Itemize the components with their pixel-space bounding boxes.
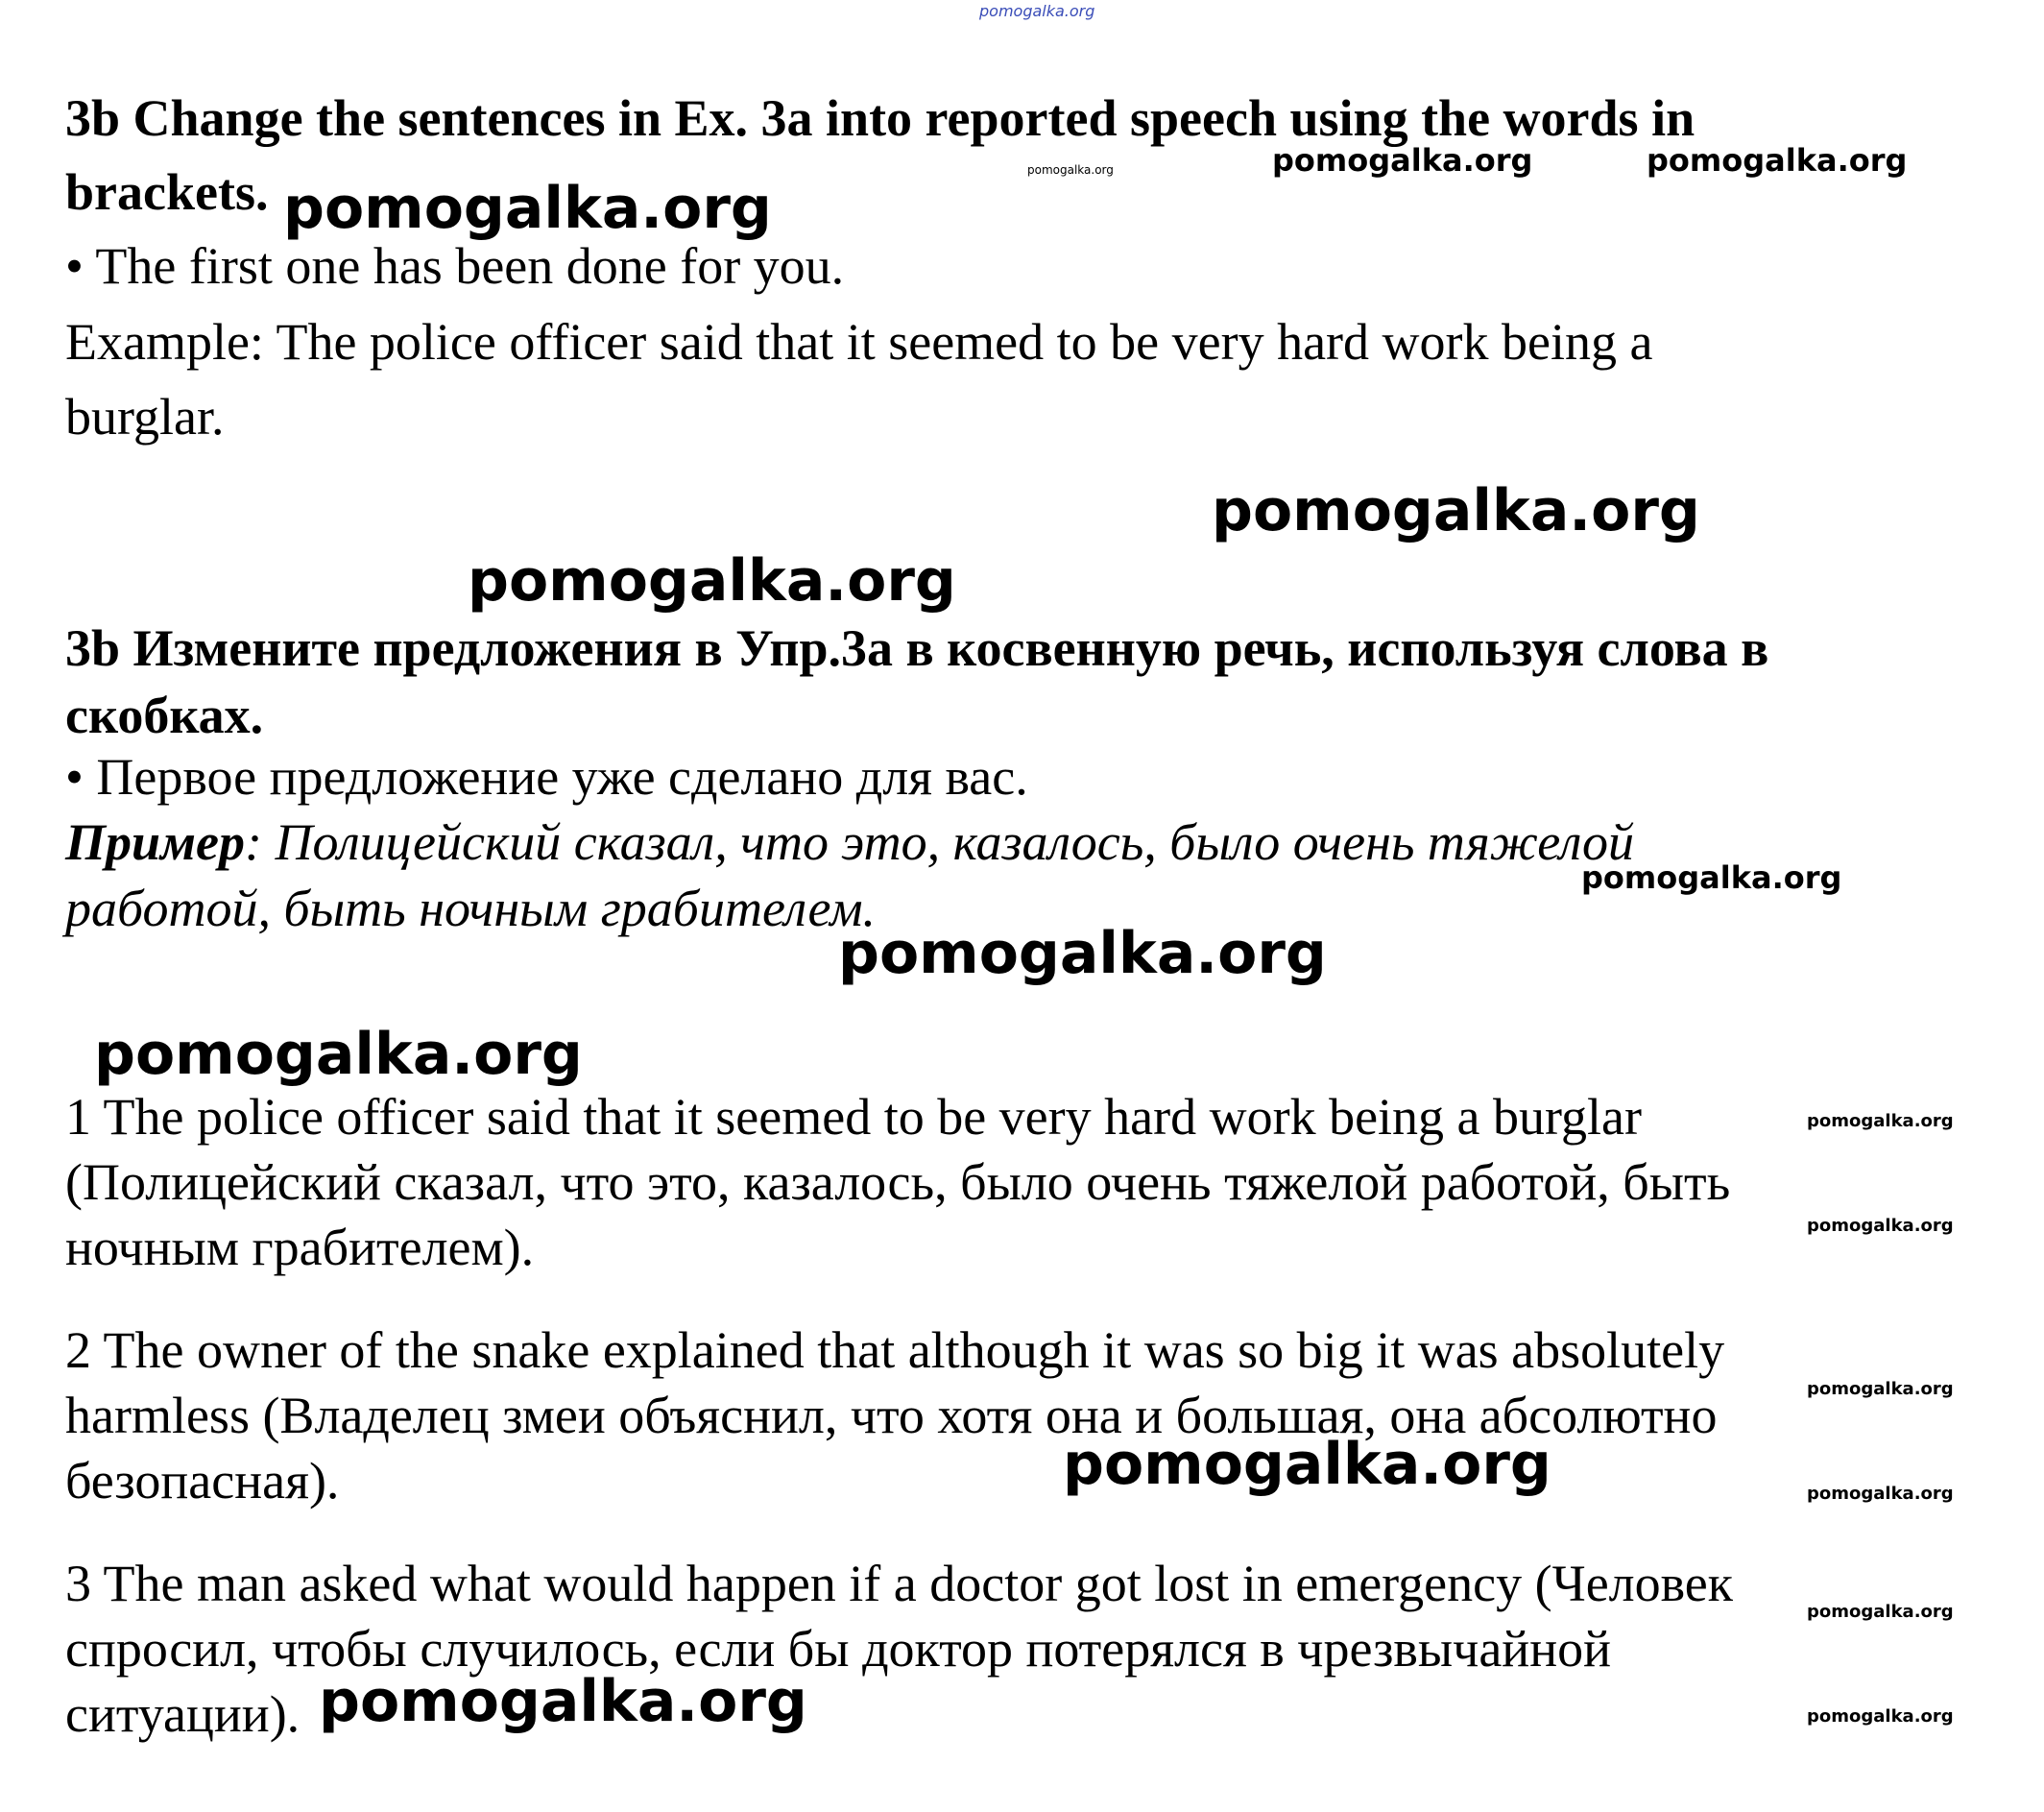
russian-example-line1	[65, 809, 1634, 875]
english-heading-line1: 3b Change the sentences in Ex. 3a into reported speech using the words in	[65, 89, 1695, 147]
answer-2-line1: 2 The owner of the snake explained that although it was so big it was absolutely	[65, 1321, 1725, 1379]
watermark: pomogalka.org	[1027, 163, 1114, 177]
watermark: pomogalka.org	[94, 1021, 583, 1088]
watermark: pomogalka.org	[1807, 1602, 1954, 1622]
russian-example-line1-rest: : Полицейский сказал, что это, казалось, было очень тяжелой	[245, 813, 1635, 871]
watermark: pomogalka.org	[838, 920, 1327, 987]
answer-3-line3: ситуации).	[65, 1685, 301, 1743]
english-heading-line2: brackets.	[65, 163, 269, 221]
top-watermark: pomogalka.org	[979, 2, 1095, 20]
watermark: pomogalka.org	[1272, 142, 1533, 179]
watermark: pomogalka.org	[319, 1668, 807, 1735]
watermark: pomogalka.org	[1807, 1216, 1954, 1236]
watermark: pomogalka.org	[1807, 1111, 1954, 1131]
english-example-line1: Example: The police officer said that it seemed to be very hard work being a	[65, 313, 1653, 371]
english-example-line2: burglar.	[65, 388, 225, 446]
watermark: pomogalka.org	[1212, 477, 1700, 544]
watermark: pomogalka.org	[1581, 859, 1842, 896]
russian-heading-line2: скобках.	[65, 687, 264, 744]
answer-1-line1: 1 The police officer said that it seemed to be very hard work being a burglar	[65, 1088, 1642, 1146]
answer-2-line2: harmless (Владелец змеи объяснил, что хотя она и большая, она абсолютно	[65, 1387, 1718, 1444]
answer-2-line3: безопасная).	[65, 1452, 340, 1510]
watermark: pomogalka.org	[468, 547, 956, 615]
answer-1-line2: (Полицейский сказал, что это, казалось, было очень тяжелой работой, быть	[65, 1153, 1731, 1211]
answer-3-line2: спросил, чтобы случилось, если бы доктор потерялся в чрезвычайной	[65, 1620, 1612, 1678]
watermark: pomogalka.org	[1807, 1484, 1954, 1504]
russian-heading-line1: 3b Измените предложения в Упр.3а в косвенную речь, используя слова в	[65, 619, 1769, 677]
english-bullet: • The first one has been done for you.	[65, 237, 845, 295]
russian-example-label: Пример	[65, 813, 245, 871]
watermark: pomogalka.org	[1807, 1379, 1954, 1399]
answer-1-line3: ночным грабителем).	[65, 1219, 535, 1276]
watermark: pomogalka.org	[283, 175, 772, 242]
watermark: pomogalka.org	[1807, 1706, 1954, 1727]
watermark: pomogalka.org	[1063, 1431, 1551, 1498]
watermark: pomogalka.org	[1647, 142, 1908, 179]
russian-example-line2: работой, быть ночным грабителем.	[65, 880, 877, 937]
russian-bullet: • Первое предложение уже сделано для вас.	[65, 748, 1028, 806]
answer-3-line1: 3 The man asked what would happen if a doctor got lost in emergency (Человек	[65, 1555, 1733, 1612]
